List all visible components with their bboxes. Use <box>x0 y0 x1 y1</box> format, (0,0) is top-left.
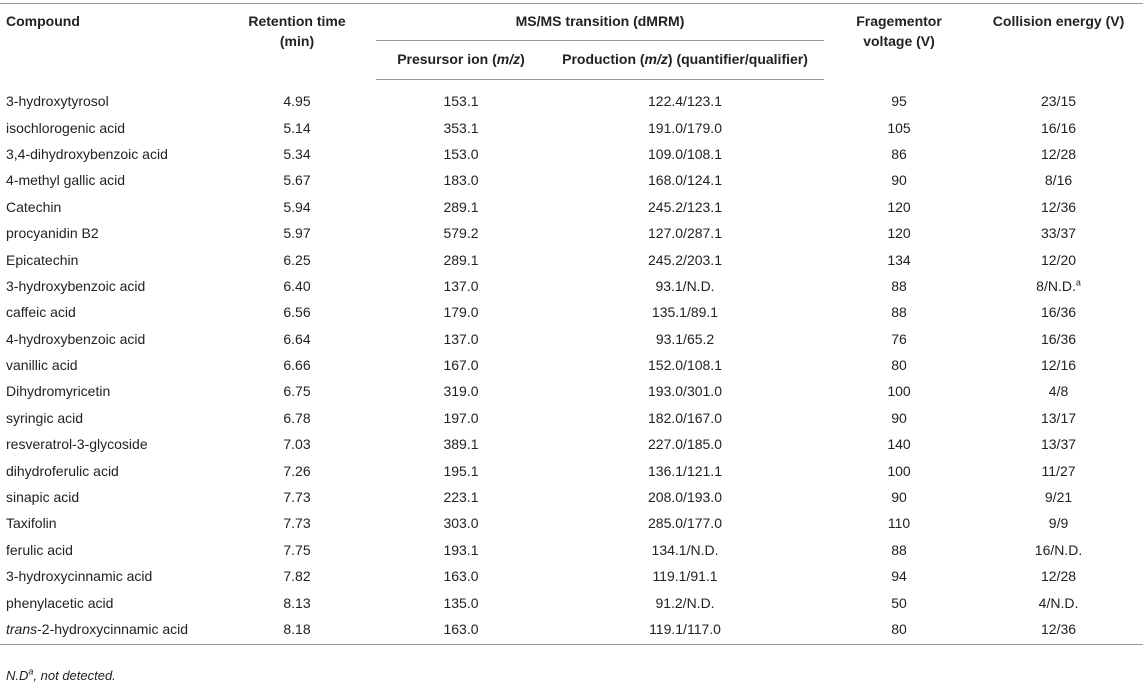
cell-retention-time: 6.75 <box>283 383 311 400</box>
cell-collision-energy: 4/8 <box>1048 383 1069 400</box>
cell-precursor-ion: 303.0 <box>443 515 479 532</box>
table-row <box>0 484 1143 510</box>
cell-product-ion: 93.1/65.2 <box>655 330 715 347</box>
cell-collision-energy: 12/20 <box>1040 251 1077 268</box>
cell-fragmentor-voltage: 140 <box>887 436 911 453</box>
cell-fragmentor-voltage: 120 <box>887 225 911 242</box>
cell-retention-time: 6.25 <box>283 251 311 268</box>
header-precursor-ion: Presursor ion (m/z) <box>376 41 546 80</box>
cell-retention-time: 5.34 <box>283 145 311 162</box>
cell-product-ion: 134.1/N.D. <box>651 541 719 558</box>
footnote: $N.D^a$, not detected. <box>6 666 116 683</box>
cell-collision-energy: 13/17 <box>1040 409 1077 426</box>
cell-product-ion: 127.0/287.1 <box>648 225 722 242</box>
cell-retention-time: 4.95 <box>283 92 311 109</box>
cell-retention-time: 7.03 <box>283 436 311 453</box>
cell-collision-energy: 12/28 <box>1040 145 1077 162</box>
cell-compound: procyanidin B2 <box>6 225 99 242</box>
cell-retention-time: 8.13 <box>283 594 311 611</box>
cell-fragmentor-voltage: 94 <box>891 568 907 585</box>
cell-product-ion: 245.2/203.1 <box>648 251 722 268</box>
header-product-ion: Production (m/z) (quantifier/qualifier) <box>546 41 824 80</box>
table-row <box>0 616 1143 645</box>
table-row <box>0 167 1143 193</box>
cell-precursor-ion: 153.1 <box>443 93 479 110</box>
cell-fragmentor-voltage: 100 <box>887 383 911 400</box>
cell-compound: Epicatechin <box>6 251 79 268</box>
table-row <box>0 80 1143 115</box>
cell-product-ion: 182.0/167.0 <box>648 409 722 426</box>
cell-retention-time: 6.66 <box>283 357 311 374</box>
cell-fragmentor-voltage: 88 <box>891 277 907 294</box>
cell-fragmentor-voltage: 76 <box>891 330 907 347</box>
cell-retention-time: 8.18 <box>218 616 376 645</box>
cell-retention-time: 6.40 <box>283 277 311 294</box>
cell-collision-energy: 16/36 <box>1040 304 1077 321</box>
table-row <box>0 589 1143 615</box>
cell-product-ion: 109.0/108.1 <box>648 145 722 162</box>
cell-retention-time: 5.67 <box>283 172 311 189</box>
cell-collision-energy: 12/28 <box>1040 568 1077 585</box>
table-row <box>0 378 1143 404</box>
cell-precursor-ion: 193.1 <box>443 541 479 558</box>
cell-product-ion: 227.0/185.0 <box>648 436 722 453</box>
table-row <box>0 299 1143 325</box>
cell-compound: phenylacetic acid <box>6 594 114 611</box>
header-compound: Compound <box>0 4 218 80</box>
cell-fragmentor-voltage: 90 <box>891 409 907 426</box>
cell-retention-time: 7.75 <box>283 541 311 558</box>
cell-fragmentor-voltage: 86 <box>891 145 907 162</box>
cell-collision-energy: 8/16 <box>1044 172 1073 189</box>
cell-product-ion: 135.1/89.1 <box>651 304 719 321</box>
cell-fragmentor-voltage: 100 <box>887 462 911 479</box>
cell-product-ion: 122.4/123.1 <box>648 93 722 110</box>
cell-retention-time: 7.73 <box>283 489 311 506</box>
cell-compound: dihydroferulic acid <box>6 462 119 479</box>
table-row <box>0 563 1143 589</box>
cell-precursor-ion: 197.0 <box>443 409 479 426</box>
cell-product-ion: 152.0/108.1 <box>648 357 722 374</box>
cell-retention-time: 5.14 <box>283 119 311 136</box>
table-row <box>0 220 1143 246</box>
cell-precursor-ion: 289.1 <box>443 198 479 215</box>
cell-precursor-ion: 289.1 <box>443 251 479 268</box>
cell-fragmentor-voltage: 80 <box>891 357 907 374</box>
table-row <box>0 194 1143 220</box>
table-row <box>0 352 1143 378</box>
cell-product-ion: 208.0/193.0 <box>648 489 722 506</box>
cell-fragmentor-voltage: 88 <box>891 541 907 558</box>
table-header <box>0 4 1143 80</box>
table-body <box>0 80 1143 645</box>
table-row <box>0 141 1143 167</box>
cell-precursor-ion: 195.1 <box>443 462 479 479</box>
cell-collision-energy: 11/27 <box>1041 462 1076 479</box>
cell-fragmentor-voltage: 105 <box>887 119 911 136</box>
cell-retention-time: 6.64 <box>283 330 311 347</box>
cell-retention-time: 6.56 <box>283 304 311 321</box>
cell-collision-energy: 12/36 <box>1040 198 1077 215</box>
header-retention-time: Retention time (min) <box>218 4 376 80</box>
cell-collision-energy: 16/36 <box>1040 330 1077 347</box>
cell-product-ion: 245.2/123.1 <box>648 198 722 215</box>
cell-compound: isochlorogenic acid <box>6 119 126 136</box>
cell-product-ion: 136.1/121.1 <box>648 462 722 479</box>
cell-collision-energy: 33/37 <box>1040 225 1077 242</box>
cell-precursor-ion: 163.0 <box>443 568 479 585</box>
table-row <box>0 326 1143 352</box>
data-table <box>0 3 1143 645</box>
cell-compound: syringic acid <box>6 409 84 426</box>
header-msms-transition: MS/MS transition (dMRM) <box>376 4 824 41</box>
cell-collision-energy: 4/N.D. <box>1038 594 1079 611</box>
table-row <box>0 246 1143 272</box>
cell-compound: Catechin <box>6 198 62 215</box>
cell-product-ion: 91.2/N.D. <box>655 594 715 611</box>
cell-collision-energy: 13/37 <box>1040 436 1077 453</box>
cell-compound: vanillic acid <box>6 357 78 374</box>
cell-product-ion: 93.1/N.D. <box>655 277 715 294</box>
cell-fragmentor-voltage: 90 <box>891 172 907 189</box>
cell-compound: 4-hydroxybenzoic acid <box>6 330 146 347</box>
cell-precursor-ion: 579.2 <box>443 225 479 242</box>
cell-precursor-ion: 167.0 <box>443 357 479 374</box>
table-row <box>0 405 1143 431</box>
cell-product-ion: 119.1/117.0 <box>546 616 824 645</box>
cell-retention-time: 7.82 <box>283 568 311 585</box>
cell-compound: 3,4-dihydroxybenzoic acid <box>6 145 168 162</box>
cell-compound: resveratrol-3-glycoside <box>6 436 148 453</box>
cell-collision-energy: 9/21 <box>1044 489 1073 506</box>
cell-precursor-ion: 183.0 <box>443 172 479 189</box>
cell-compound: sinapic acid <box>6 489 80 506</box>
table-row <box>0 273 1143 299</box>
cell-collision-energy: 16/16 <box>1040 119 1077 136</box>
cell-fragmentor-voltage: 120 <box>887 198 911 215</box>
cell-precursor-ion: 389.1 <box>443 436 479 453</box>
cell-fragmentor-voltage: 88 <box>891 304 907 321</box>
cell-collision-energy: 12/16 <box>1040 357 1077 374</box>
cell-compound: 4-methyl gallic acid <box>6 172 126 189</box>
cell-fragmentor-voltage: 50 <box>891 594 907 611</box>
cell-product-ion: 285.0/177.0 <box>648 515 722 532</box>
cell-compound: ferulic acid <box>6 541 73 558</box>
cell-compound: 3-hydroxybenzoic acid <box>6 277 146 294</box>
table-row <box>0 457 1143 483</box>
cell-collision-energy: 9/9 <box>1048 515 1069 532</box>
cell-product-ion: 191.0/179.0 <box>648 119 722 136</box>
cell-fragmentor-voltage: 134 <box>887 251 911 268</box>
cell-fragmentor-voltage: 90 <box>891 489 907 506</box>
cell-retention-time: 5.97 <box>283 225 311 242</box>
cell-precursor-ion: 135.0 <box>443 594 479 611</box>
header-fragmentor-voltage: Fragementor voltage (V) <box>824 4 974 80</box>
cell-compound: Taxifolin <box>6 515 57 532</box>
cell-fragmentor-voltage: 95 <box>891 92 907 109</box>
table-row <box>0 114 1143 140</box>
cell-retention-time: 6.78 <box>283 409 311 426</box>
cell-precursor-ion: 353.1 <box>443 119 479 136</box>
cell-precursor-ion: 153.0 <box>443 145 479 162</box>
cell-fragmentor-voltage: 110 <box>887 515 911 532</box>
cell-precursor-ion: 163.0 <box>376 616 546 645</box>
cell-precursor-ion: 137.0 <box>443 277 479 294</box>
table-row <box>0 510 1143 536</box>
cell-collision-energy: 8/N.D.$^a$ <box>1036 277 1081 294</box>
cell-collision-energy: 16/N.D. <box>1034 541 1083 558</box>
cell-compound: trans-2-hydroxycinnamic acid <box>0 616 218 645</box>
cell-retention-time: 5.94 <box>283 198 311 215</box>
cell-product-ion: 119.1/91.1 <box>652 568 718 585</box>
cell-retention-time: 7.73 <box>283 515 311 532</box>
cell-fragmentor-voltage: 80 <box>824 616 974 645</box>
cell-precursor-ion: 319.0 <box>443 383 479 400</box>
table-row <box>0 537 1143 563</box>
cell-retention-time: 7.26 <box>283 462 311 479</box>
table-row <box>0 431 1143 457</box>
cell-compound: caffeic acid <box>6 304 76 321</box>
cell-product-ion: 193.0/301.0 <box>648 383 722 400</box>
cell-product-ion: 168.0/124.1 <box>648 172 722 189</box>
cell-precursor-ion: 179.0 <box>443 304 479 321</box>
cell-precursor-ion: 137.0 <box>443 330 479 347</box>
cell-compound: 3-hydroxycinnamic acid <box>6 568 153 585</box>
cell-compound: 3-hydroxytyrosol <box>6 92 109 109</box>
cell-collision-energy: 23/15 <box>1040 92 1077 109</box>
cell-compound: Dihydromyricetin <box>6 383 111 400</box>
header-collision-energy: Collision energy (V) <box>974 4 1143 80</box>
cell-collision-energy: 12/36 <box>974 616 1143 645</box>
cell-precursor-ion: 223.1 <box>443 489 479 506</box>
